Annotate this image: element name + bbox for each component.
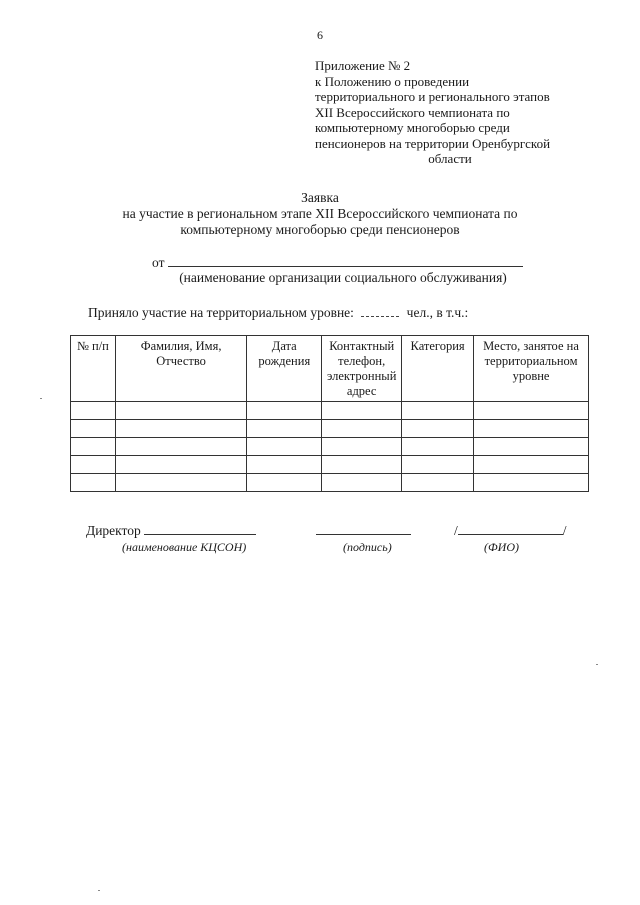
table-row [71,438,589,456]
table-cell[interactable] [402,438,474,456]
appendix-line-5: пенсионеров на территории Оренбургской [315,135,551,151]
table-cell[interactable] [71,438,116,456]
full-name-line[interactable] [458,522,563,535]
table-row [71,456,589,474]
participants-table [70,335,589,492]
application-subtitle-1: на участие в региональном этапе XII Всероссийского чемпионата по [122,206,518,221]
director-signature-row [86,522,256,539]
header-number: № п/п [71,336,116,402]
header-category: Категория [402,336,474,402]
full-name-field [454,522,567,539]
caption-full-name: (ФИО) [484,540,519,554]
scan-speck [40,398,42,399]
table-cell[interactable] [474,474,589,492]
header-full-name: Фамилия, Имя, Отчество [115,336,247,402]
from-row [152,254,523,271]
table-cell[interactable] [71,402,116,420]
table-cell[interactable] [402,420,474,438]
appendix-header [315,58,615,167]
signature-line[interactable] [316,522,411,535]
table-cell[interactable] [402,474,474,492]
table-cell[interactable] [322,474,402,492]
slash-right: / [562,523,567,538]
table-header-row [71,336,589,402]
table-cell[interactable] [402,456,474,474]
application-title: Заявка [301,190,339,205]
table-row [71,474,589,492]
table-cell[interactable] [115,420,247,438]
from-caption: (наименование организации социального обслуживания) [179,270,507,285]
table-cell[interactable] [247,420,322,438]
table-row [71,402,589,420]
table-cell[interactable] [115,474,247,492]
appendix-title: Приложение № 2 [315,58,411,73]
table-cell[interactable] [247,438,322,456]
table-cell[interactable] [71,420,116,438]
table-row [71,420,589,438]
table-cell[interactable] [71,456,116,474]
table-cell[interactable] [247,402,322,420]
table-cell[interactable] [71,474,116,492]
scan-speck [98,890,100,891]
slash-left: / [454,523,458,538]
header-birth-date: Дата рождения [247,336,322,402]
table-cell[interactable] [115,438,247,456]
participation-prefix: Приняло участие на территориальном уровне: [88,305,354,320]
participant-count-field[interactable] [361,304,399,317]
table-cell[interactable] [474,420,589,438]
table-cell[interactable] [474,456,589,474]
caption-organization: (наименование КЦСОН) [122,540,247,554]
appendix-line-2: территориального и регионального этапов [315,89,550,104]
participation-row [88,304,468,321]
director-label: Директор [86,523,141,538]
organization-name-field[interactable] [168,254,523,267]
table-cell[interactable] [322,420,402,438]
table-cell[interactable] [115,402,247,420]
caption-signature: (подпись) [343,540,392,554]
organization-signature-line[interactable] [144,522,256,535]
application-subtitle-2: компьютерному многоборью среди пенсионеров [180,222,460,237]
from-prefix: от [152,255,165,270]
table-cell[interactable] [322,402,402,420]
appendix-line-4: компьютерному многоборью среди [315,120,510,135]
table-cell[interactable] [115,456,247,474]
table-cell[interactable] [474,402,589,420]
table-cell[interactable] [322,438,402,456]
table-cell[interactable] [322,456,402,474]
page-number: 6 [317,28,323,42]
participation-suffix: чел., в т.ч.: [406,305,469,320]
table-cell[interactable] [247,474,322,492]
scan-speck [596,664,598,665]
table-cell[interactable] [474,438,589,456]
header-place: Место, занятое на территориальном уровне [474,336,589,402]
appendix-line-3: XII Всероссийского чемпионата по [315,104,510,120]
signature-field [316,522,411,539]
appendix-line-1: к Положению о проведении [315,73,470,89]
table-cell[interactable] [247,456,322,474]
appendix-line-6: области [428,151,472,166]
header-contacts: Контактный телефон, электронный адрес [322,336,402,402]
table-cell[interactable] [402,402,474,420]
application-title-block [60,190,580,238]
